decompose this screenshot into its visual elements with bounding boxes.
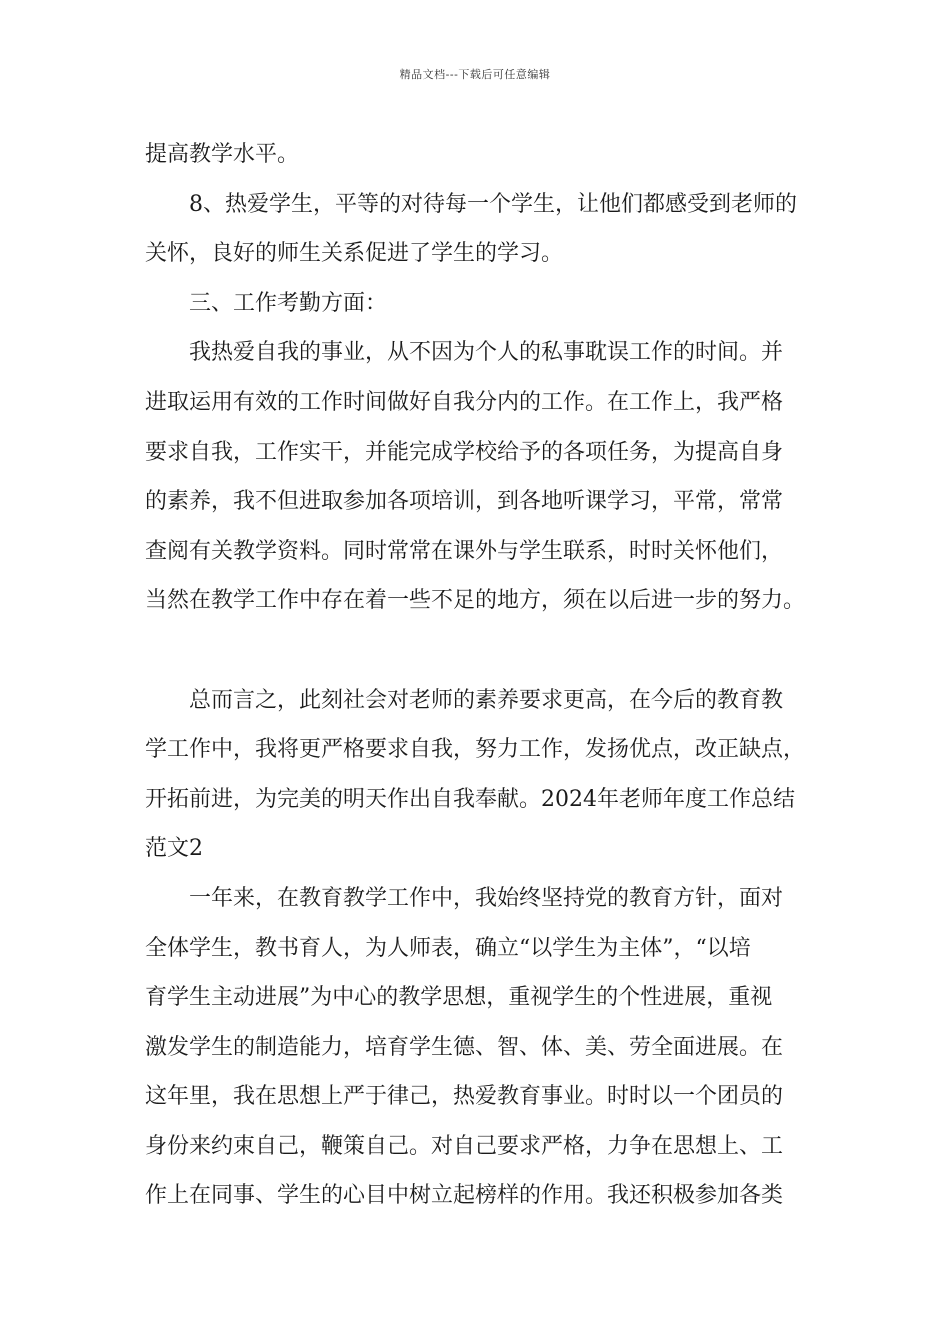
text-line: 总而言之，此刻社会对老师的素养要求更高，在今后的教育教 bbox=[145, 687, 784, 713]
page-header: 精品文档---下载后可任意编辑 bbox=[399, 68, 551, 81]
text-line: 提高教学水平。 bbox=[145, 142, 300, 167]
text-line: 关怀，良好的师生关系促进了学生的学习。 bbox=[145, 241, 564, 267]
text-line: 激发学生的制造能力，培育学生德、智、体、美、劳全面进展。在 bbox=[145, 1034, 784, 1060]
text-line: 学工作中，我将更严格要求自我，努力工作，发扬优点，改正缺点， bbox=[145, 737, 806, 763]
text-line: 三、工作考勤方面： bbox=[145, 290, 388, 316]
text-line: 8、热爱学生，平等的对待每一个学生，让他们都感受到老师的 bbox=[145, 191, 797, 217]
paragraph-gap bbox=[145, 626, 825, 676]
text-line: 范文2 bbox=[145, 836, 203, 862]
document-body bbox=[145, 130, 825, 1221]
text-line: 进取运用有效的工作时间做好自我分内的工作。在工作上，我严格 bbox=[145, 389, 784, 415]
text-line: 开拓前进，为完美的明天作出自我奉献。2024年老师年度工作总结 bbox=[145, 786, 795, 812]
text-line: 当然在教学工作中存在着一些不足的地方，须在以后进一步的努力。 bbox=[145, 588, 806, 614]
text-line: 全体学生，教书育人，为人师表，确立“以学生为主体”，“以培 bbox=[145, 935, 751, 961]
text-line: 身份来约束自己，鞭策自己。对自己要求严格，力争在思想上、工 bbox=[145, 1133, 784, 1159]
text-line: 育学生主动进展”为中心的教学思想，重视学生的个性进展，重视 bbox=[145, 985, 773, 1011]
text-line: 这年里，我在思想上严于律己，热爱教育事业。时时以一个团员的 bbox=[145, 1084, 784, 1110]
text-line: 我热爱自我的事业，从不因为个人的私事耽误工作的时间。并 bbox=[145, 340, 784, 366]
text-line: 一年来，在教育教学工作中，我始终坚持党的教育方针，面对 bbox=[145, 885, 784, 911]
text-line: 的素养，我不但进取参加各项培训，到各地听课学习，平常，常常 bbox=[145, 489, 784, 515]
text-line: 要求自我，工作实干，并能完成学校给予的各项任务，为提高自身 bbox=[145, 439, 784, 465]
text-line: 查阅有关教学资料。同时常常在课外与学生联系，时时关怀他们， bbox=[145, 538, 784, 564]
text-line: 作上在同事、学生的心目中树立起榜样的作用。我还积极参加各类 bbox=[145, 1183, 784, 1209]
